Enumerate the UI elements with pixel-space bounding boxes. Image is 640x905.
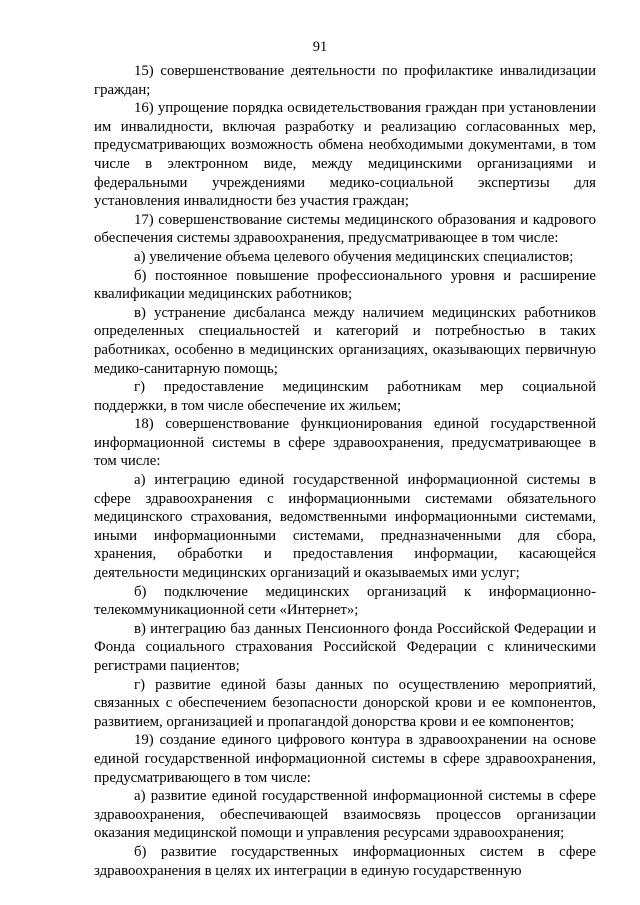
paragraph-item-17: 17) совершенствование системы медицинского образования и кадрового обеспечения системы здравоохранения, предусматривающее в том числе: <box>94 211 596 247</box>
paragraph-subitem-18v: в) интеграцию баз данных Пенсионного фонда Российской Федерации и Фонда социального страхования Российской Федерации с клиническими регистрами пациентов; <box>94 620 596 674</box>
page-number: 91 <box>312 39 328 55</box>
paragraph-item-15: 15) совершенствование деятельности по профилактике инвалидизации граждан; <box>94 63 596 98</box>
paragraph-subitem-17b: б) постоянное повышение профессионального уровня и расширение квалификации медицинских работников; <box>94 267 596 303</box>
paragraph-subitem-18b: б) подключение медицинских организаций к информационно-телекоммуникационной сети «Интернет»; <box>94 583 596 619</box>
paragraph-subitem-18g: г) развитие единой базы данных по осуществлению мероприятий, связанных с обеспечением безопасности донорской крови и ее компонентов, развитием, организацией и пропагандой донорства крови и ее компонентов; <box>94 676 596 730</box>
paragraph-subitem-17g: г) предоставление медицинским работникам мер социальной поддержки, в том числе обеспечение их жильем; <box>94 379 596 414</box>
paragraph-item-19: 19) создание единого цифрового контура в здравоохранении на основе единой государственной информационной системы в сфере здравоохранения, предусматривающего в том числе: <box>94 732 596 786</box>
paragraph-subitem-17a: а) увеличение объема целевого обучения медицинских специалистов; <box>134 248 574 265</box>
paragraph-subitem-19b: б) развитие государственных информационных систем в сфере здравоохранения в целях их интеграции в единую государственную <box>94 843 596 879</box>
paragraph-subitem-18a: а) интеграцию единой государственной информационной системы в сфере здравоохранения с информационными системами обязательного медицинского страхования, ведомственными информационными системами, иными информационными системами, предназначенными для сбора, хранения, обработки и предоставления информации, касающейся деятельности медицинских организаций и оказываемых ими услуг; <box>94 472 596 582</box>
paragraph-item-18: 18) совершенствование функционирования единой государственной информационной системы в сфере здравоохранения, предусматривающее в том числе: <box>94 416 596 470</box>
document-body <box>94 62 596 880</box>
paragraph-subitem-19a: а) развитие единой государственной информационной системы в сфере здравоохранения, обеспечивающей взаимосвязь процессов организации оказания медицинской помощи и управления ресурсами здравоохранения; <box>94 788 596 842</box>
paragraph-item-16: 16) упрощение порядка освидетельствования граждан при установлении им инвалидности, включая разработку и реализацию согласованных мер, предусматривающих возможность обмена необходимыми документами, в том числе в электронном виде, между медицинскими организациями и федеральными учреждениями медико-социальной экспертизы для установления инвалидности без участия граждан; <box>94 100 596 210</box>
paragraph-subitem-17v: в) устранение дисбаланса между наличием медицинских работников определенных специальностей и категорий и потребностью в таких работниках, особенно в медицинских организациях, оказывающих первичную медико-санитарную помощь; <box>94 304 596 377</box>
